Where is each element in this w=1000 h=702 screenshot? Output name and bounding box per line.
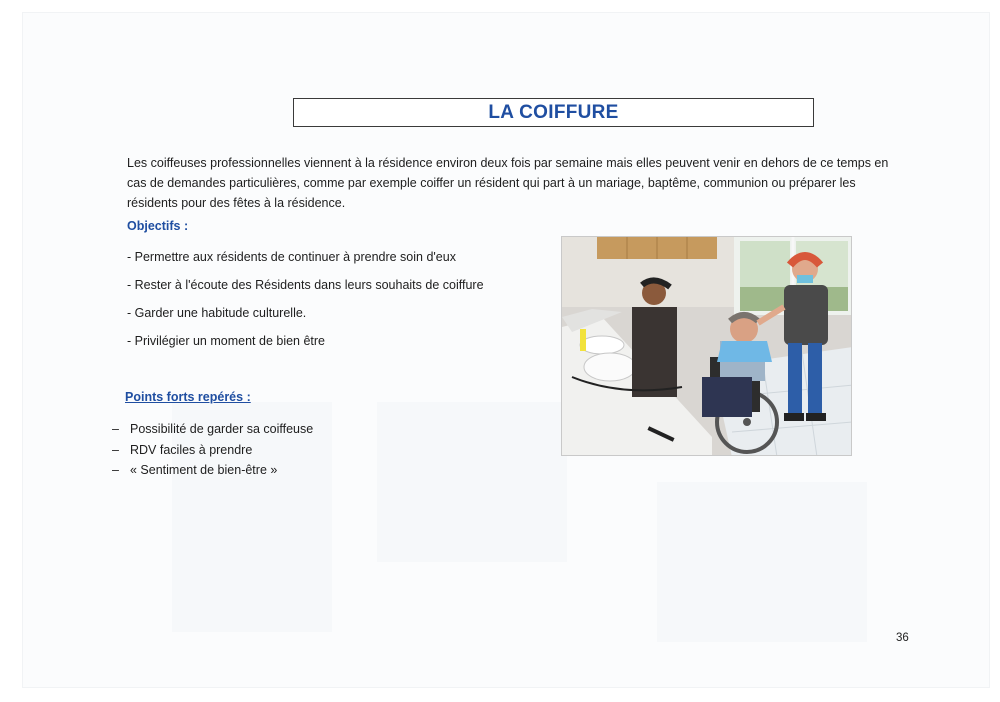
strength-item	[112, 420, 313, 441]
strength-text: Possibilité de garder sa coiffeuse	[130, 422, 314, 436]
bleed-through-shadow	[377, 402, 567, 562]
bullet-dash: –	[112, 463, 119, 477]
objective-item: - Permettre aux résidents de continuer à prendre soin d'eux	[127, 250, 456, 264]
bleed-through-shadow	[657, 482, 867, 642]
page-title: LA COIFFURE	[488, 101, 619, 123]
photo-illustration	[562, 237, 852, 456]
page-number: 36	[896, 632, 909, 644]
bullet-dash: –	[112, 442, 119, 457]
strength-item	[112, 461, 313, 482]
objective-item: - Rester à l'écoute des Résidents dans leurs souhaits de coiffure	[127, 278, 484, 292]
objectives-heading: Objectifs :	[127, 219, 189, 233]
bullet-dash: –	[112, 422, 119, 436]
strengths-heading: Points forts repérés :	[125, 390, 251, 404]
objectives-list	[127, 248, 547, 360]
objective-item: - Garder une habitude culturelle.	[127, 306, 307, 320]
strength-item	[112, 441, 313, 462]
intro-paragraph: Les coiffeuses professionnelles viennent à la résidence environ deux fois par semaine mais elles peuvent venir en dehors de ce temps en cas de demandes particulières, comme par exemple coiffer un résident qui part à un mariage, baptême, communion ou préparer les résidents pour des fêtes à la résidence.	[127, 156, 889, 210]
page-title-box	[293, 98, 814, 127]
strength-text: RDV faciles à prendre	[130, 442, 253, 457]
hairdressing-photo	[561, 236, 852, 456]
objective-item: - Privilégier un moment de bien être	[127, 334, 326, 348]
strengths-list	[112, 420, 313, 482]
strength-text: « Sentiment de bien-être »	[130, 463, 278, 477]
